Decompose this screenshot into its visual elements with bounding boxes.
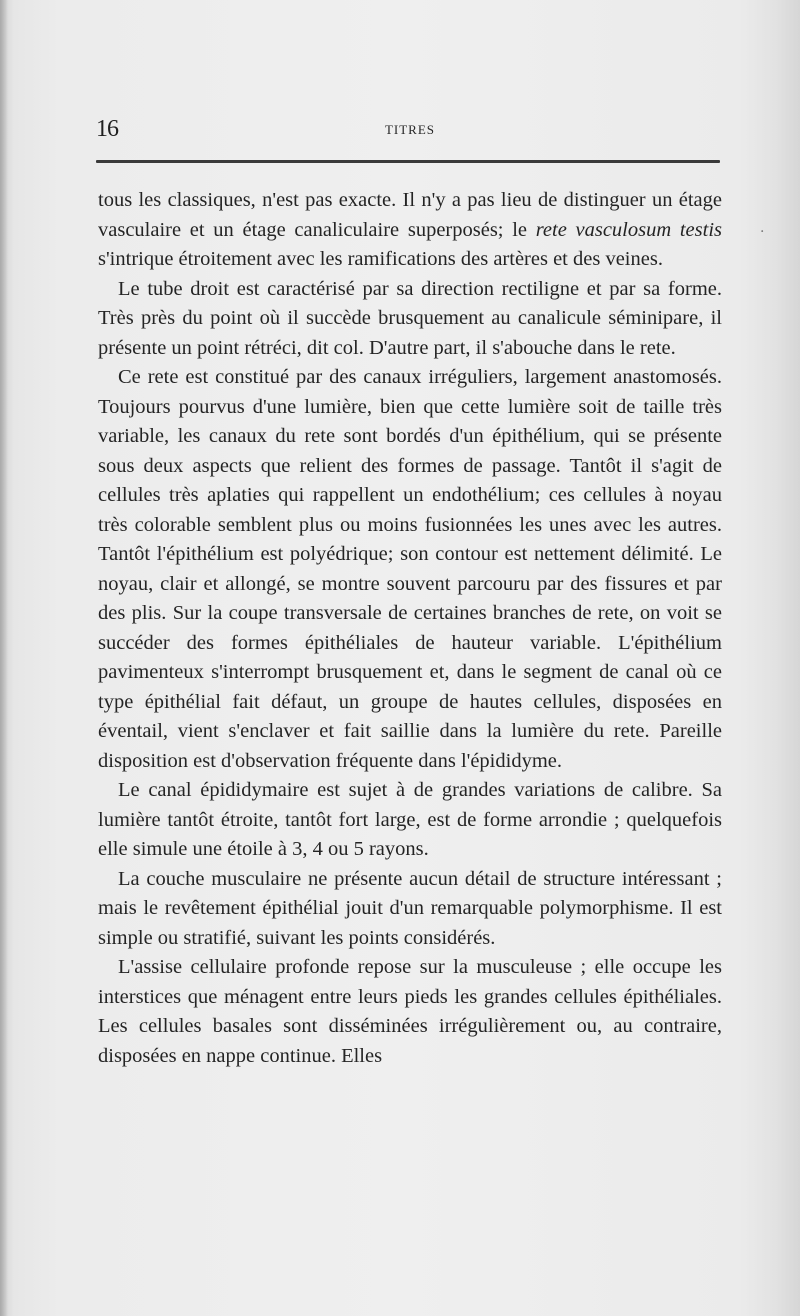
paragraph-4: Le canal épididymaire est sujet à de grandes variations de calibre. Sa lumière tantôt étroite, tantôt fort large, est de forme arrondie ; quelquefois elle simule une étoile à 3, 4 ou 5 rayons. [98,779,722,860]
latin-term: rete vasculosum testis [535,218,722,241]
paragraph-1-start: tous les classiques, n'est pas exacte. Il n'y a pas lieu de distinguer un étage vasculaire et un étage canaliculaire superposés; le [98,189,722,241]
paragraph-1-end: s'intrique étroitement avec les ramifications des artères et des veines. [98,248,663,270]
running-title: TITRES [384,122,436,137]
binding-shadow [0,0,8,1316]
page-number: 16 [96,116,118,142]
paragraph-1 [98,186,722,275]
paragraph-2: Le tube droit est caractérisé par sa direction rectiligne et par sa forme. Très près du point où il succède brusquement au canalicule séminipare, il présente un point rétréci, dit col. D'autre part, il s'abouche dans le rete. [98,277,722,359]
paragraph-6: L'assise cellulaire profonde repose sur la musculeuse ; elle occupe les interstices que ménagent entre leurs pieds les grandes cellules épithéliales. Les cellules basales sont disséminées irrégulièrement ou, au contraire, disposées en nappe continue. Elles [98,956,722,1067]
header-rule [96,160,720,163]
scan-speck: · [760,224,765,240]
paragraph-5: La couche musculaire ne présente aucun détail de structure intéressant ; mais le revêtement épithélial jouit d'un remarquable polymorphisme. Il est simple ou stratifié, suivant les points considérés. [98,867,722,949]
body-text [98,186,722,1071]
paragraph-3: Ce rete est constitué par des canaux irréguliers, largement anastomosés. Toujours pourvus d'une lumière, bien que cette lumière soit de taille très variable, les canaux du rete sont bordés d'un épithélium, qui se présente sous deux aspects que relient des formes de passage. Tantôt il s'agit de cellules très aplaties qui rappellent un endothélium; ces cellules à noyau très colorable semblent plus ou moins fusionnées les unes avec les autres. Tantôt l'épithélium est polyédrique; son contour est nettement délimité. Le noyau, clair et allongé, se montre souvent parcouru par des fissures et par des plis. Sur la coupe transversale de certaines branches de rete, on voit se succéder des formes épithéliales de hauteur variable. L'épithélium pavimenteux s'interrompt brusquement et, dans le segment de canal où ce type épithélial fait défaut, un groupe de hautes cellules, disposées en éventail, vient s'enclaver et fait saillie dans la lumière du rete. Pareille disposition est d'observation fréquente dans l'épididyme. [98,366,722,772]
